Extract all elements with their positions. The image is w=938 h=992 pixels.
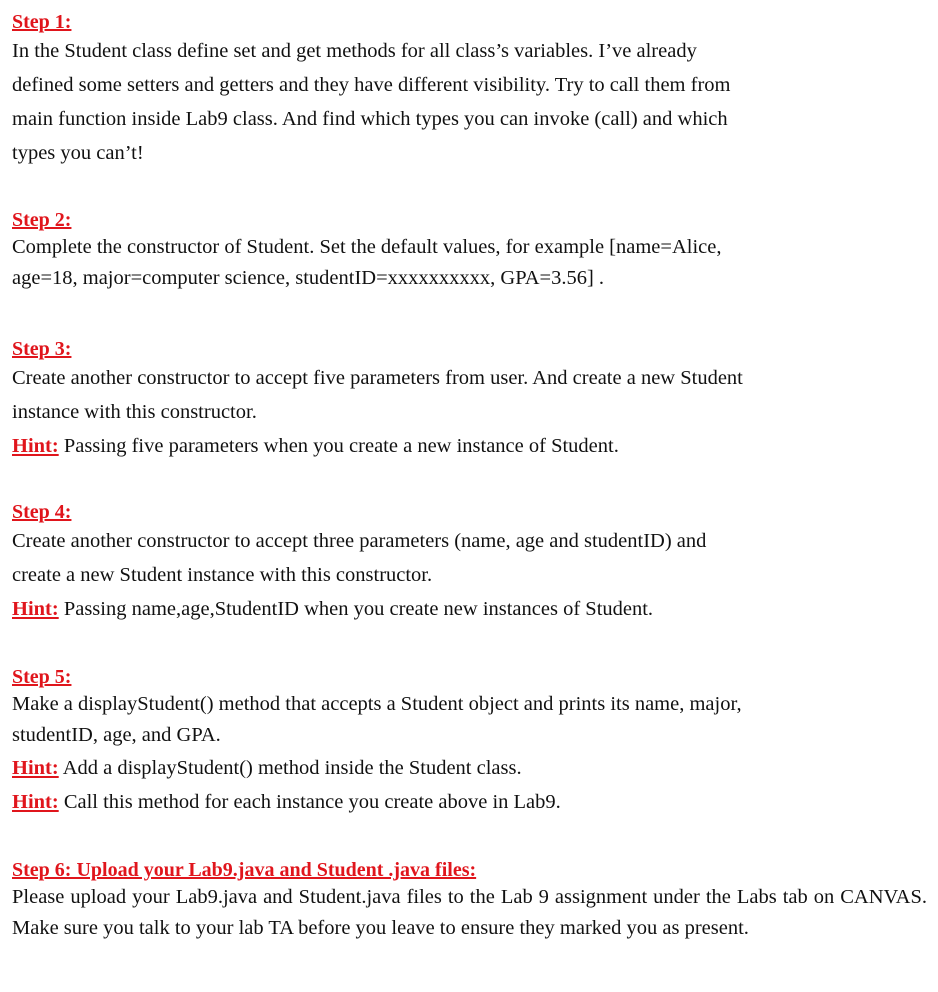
step-1-heading: Step 1: bbox=[12, 11, 72, 33]
step-4-line: Create another constructor to accept three parameters (name, age and studentID) and bbox=[12, 530, 707, 552]
step-5-heading: Step 5: bbox=[12, 666, 72, 688]
step-1-line: types you can’t! bbox=[12, 142, 144, 164]
hint-label: Hint: bbox=[12, 791, 59, 813]
step-5 bbox=[12, 665, 927, 819]
hint-label: Hint: bbox=[12, 598, 59, 620]
hint-text: Passing five parameters when you create a new instance of Student. bbox=[58, 435, 619, 457]
step-5-line: studentID, age, and GPA. bbox=[12, 724, 221, 746]
step-4-line: create a new Student instance with this constructor. bbox=[12, 564, 433, 586]
step-3-heading: Step 3: bbox=[12, 338, 72, 360]
step-4-heading: Step 4: bbox=[12, 501, 72, 523]
step-3-hint bbox=[12, 429, 927, 463]
step-1-line: defined some setters and getters and they have different visibility. Try to call them from bbox=[12, 74, 731, 96]
step-5-line: Make a displayStudent() method that accepts a Student object and prints its name, major, bbox=[12, 693, 742, 715]
hint-label: Hint: bbox=[12, 435, 59, 457]
step-2-line: Complete the constructor of Student. Set the default values, for example [name=Alice, bbox=[12, 236, 722, 258]
hint-text: Passing name,age,StudentID when you create new instances of Student. bbox=[58, 598, 654, 620]
hint-text: Call this method for each instance you create above in Lab9. bbox=[58, 791, 561, 813]
step-6 bbox=[12, 858, 927, 944]
hint-label: Hint: bbox=[12, 757, 59, 779]
hint-text: Add a displayStudent() method inside the Student class. bbox=[58, 757, 522, 779]
step-3-line: Create another constructor to accept five parameters from user. And create a new Student bbox=[12, 367, 743, 389]
step-1-line: main function inside Lab9 class. And find which types you can invoke (call) and which bbox=[12, 108, 728, 130]
step-6-paragraph: Please upload your Lab9.java and Student.java files to the Lab 9 assignment under the Labs tab on CANVAS. Make sure you talk to your lab TA before you leave to ensure they marked you as present. bbox=[12, 886, 927, 939]
step-3 bbox=[12, 337, 927, 463]
step-4-hint bbox=[12, 592, 927, 626]
step-2 bbox=[12, 208, 927, 294]
step-1 bbox=[12, 10, 927, 170]
step-5-hint bbox=[12, 785, 927, 819]
step-6-heading: Step 6: Upload your Lab9.java and Student .java files: bbox=[12, 859, 477, 881]
step-5-hint bbox=[12, 751, 927, 785]
step-2-heading: Step 2: bbox=[12, 209, 72, 231]
step-1-line: In the Student class define set and get methods for all class’s variables. I’ve already bbox=[12, 40, 697, 62]
step-3-line: instance with this constructor. bbox=[12, 401, 257, 423]
step-2-line: age=18, major=computer science, studentID=xxxxxxxxxx, GPA=3.56] . bbox=[12, 267, 605, 289]
step-4 bbox=[12, 500, 927, 626]
